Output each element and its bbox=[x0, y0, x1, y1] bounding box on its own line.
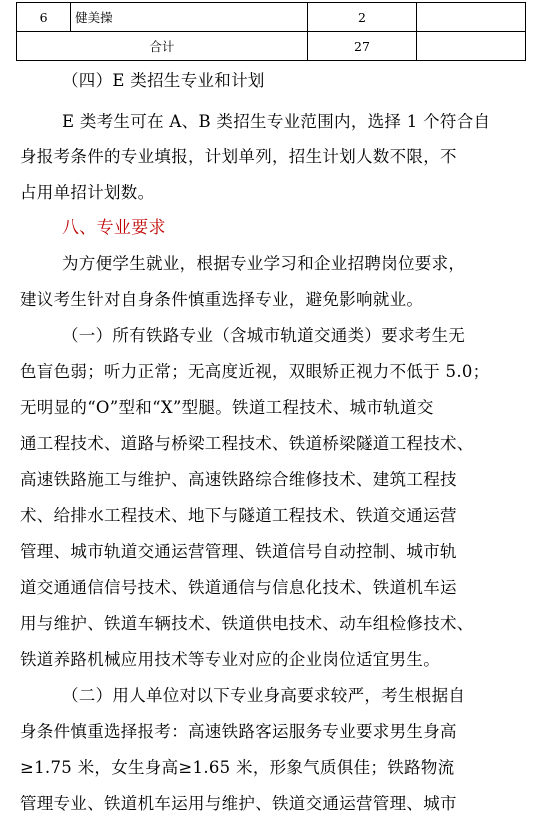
table-row bbox=[17, 3, 526, 32]
total-label: 合计 bbox=[17, 32, 308, 61]
paragraph-line: 管理、城市轨道交通运营管理、铁道信号自动控制、城市轨 bbox=[20, 542, 457, 561]
paragraph-line: （一）所有铁路专业（含城市轨道交通类）要求考生无 bbox=[62, 326, 466, 345]
paragraph-line: 色盲色弱；听力正常；无高度近视，双眼矫正视力不低于 5.0； bbox=[20, 362, 490, 381]
paragraph-line: ≥1.75 米，女生身高≥1.65 米，形象气质俱佳；铁路物流 bbox=[20, 758, 455, 777]
paragraph-line: 高速铁路施工与维护、高速铁路综合维修技术、建筑工程技 bbox=[20, 470, 457, 489]
section-heading-requirements: 八、专业要求 bbox=[62, 218, 166, 238]
paragraph-line: 铁道养路机械应用技术等专业对应的企业岗位适宜男生。 bbox=[20, 650, 440, 669]
total-count: 27 bbox=[307, 32, 416, 61]
paragraph-line: 建议考生针对自身条件慎重选择专业，避免影响就业。 bbox=[20, 290, 424, 309]
section-heading-e-class: （四）E 类招生专业和计划 bbox=[62, 71, 265, 90]
paragraph-line: 身报考条件的专业填报，计划单列，招生计划人数不限，不 bbox=[20, 147, 457, 166]
row-blank-cell bbox=[417, 3, 526, 32]
paragraph-line: 用与维护、铁道车辆技术、铁道供电技术、动车组检修技术、 bbox=[20, 614, 474, 633]
paragraph-line: E 类考生可在 A、B 类招生专业范围内，选择 1 个符合自 bbox=[62, 112, 491, 131]
row-count: 2 bbox=[307, 3, 416, 32]
paragraph-line: 占用单招计划数。 bbox=[20, 183, 155, 202]
row-major-name: 健美操 bbox=[71, 3, 308, 32]
paragraph-line: （二）用人单位对以下专业身高要求较严，考生根据自 bbox=[62, 686, 466, 705]
paragraph-line: 身条件慎重选择报考：高速铁路客运服务专业要求男生身高 bbox=[20, 722, 457, 741]
paragraph-line: 为方便学生就业，根据专业学习和企业招聘岗位要求， bbox=[62, 254, 466, 273]
paragraph-line: 管理专业、铁道机车运用与维护、铁道交通运营管理、城市 bbox=[20, 794, 457, 813]
paragraph-line: 通工程技术、道路与桥梁工程技术、铁道桥梁隧道工程技术、 bbox=[20, 434, 474, 453]
total-blank-cell bbox=[417, 32, 526, 61]
paragraph-line: 无明显的“O”型和“X”型腿。铁道工程技术、城市轨道交 bbox=[20, 398, 434, 417]
paragraph-line: 道交通通信信号技术、铁道通信与信息化技术、铁道机车运 bbox=[20, 578, 457, 597]
paragraph-line: 术、给排水工程技术、地下与隧道工程技术、铁道交通运营 bbox=[20, 506, 457, 525]
enrollment-table bbox=[16, 2, 526, 61]
table-total-row bbox=[17, 32, 526, 61]
row-number: 6 bbox=[17, 3, 71, 32]
